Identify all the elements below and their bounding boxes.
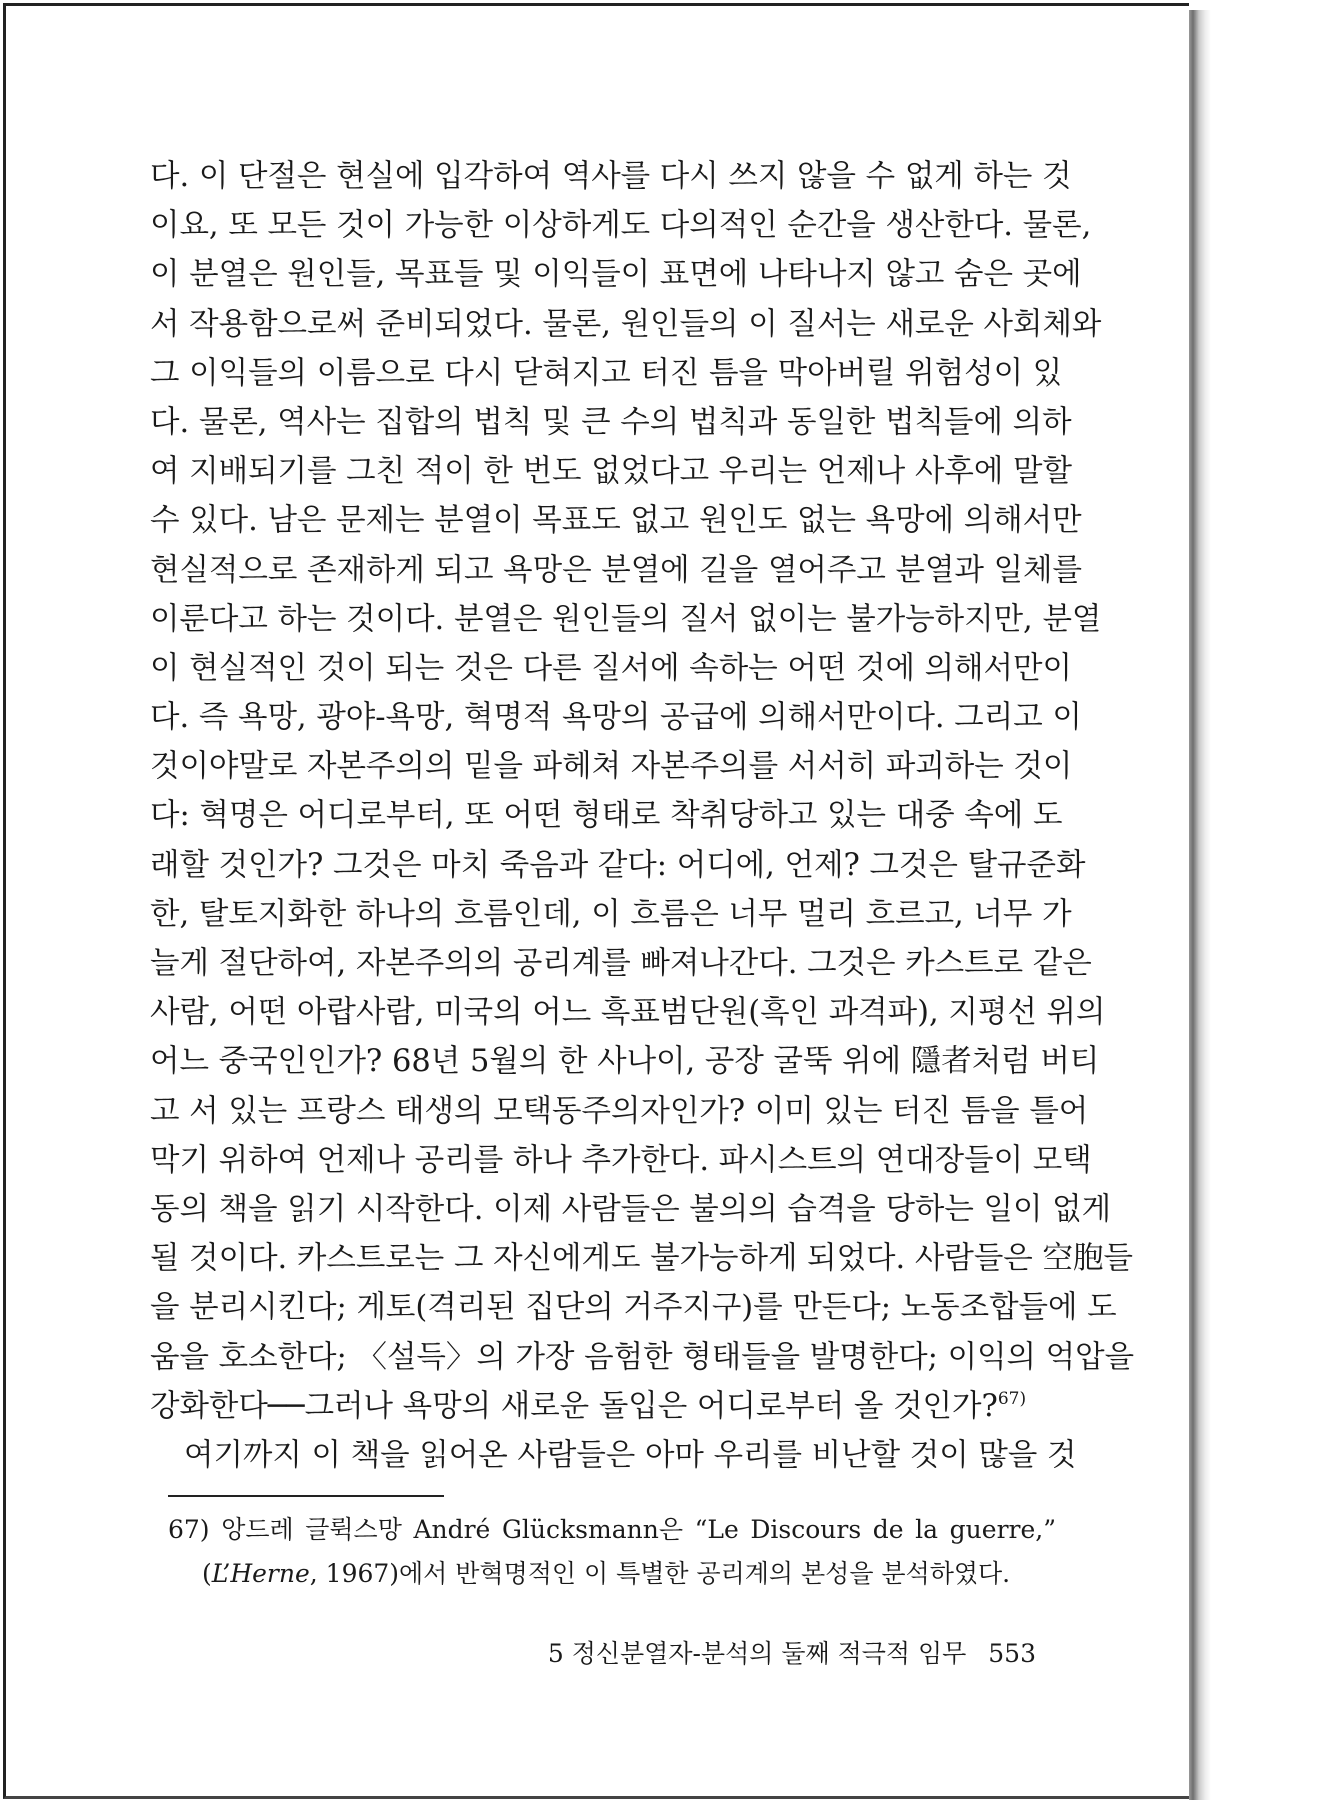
text-line: 동의 책을 읽기 시작한다. 이제 사람들은 불의의 습격을 당하는 일이 없게 <box>150 1191 1112 1227</box>
text-line: 고 서 있는 프랑스 태생의 모택동주의자인가? 이미 있는 터진 틈을 틀어 <box>150 1093 1089 1129</box>
text-line: 이 현실적인 것이 되는 것은 다른 질서에 속하는 어떤 것에 의해서만이 <box>150 650 1072 686</box>
body-text <box>150 152 1135 1480</box>
footnote <box>168 1508 1056 1596</box>
footnote-separator <box>168 1495 444 1497</box>
text-line: 늘게 절단하여, 자본주의의 공리계를 빠져나간다. 그것은 카스트로 같은 <box>150 946 1092 981</box>
text-line: 래할 것인가? 그것은 마치 죽음과 같다: 어디에, 언제? 그것은 탈규준화 <box>150 847 1086 883</box>
text-line: 을 분리시킨다; 게토(격리된 집단의 거주지구)를 만든다; 노동조합들에 도 <box>150 1290 1117 1326</box>
text-line: 어느 중국인인가? 68년 5월의 한 사나이, 공장 굴뚝 위에 隱者처럼 버티 <box>150 1044 1100 1080</box>
footnote-source-title: L’Herne <box>211 1559 310 1588</box>
text-line: 움을 호소한다; 〈설득〉의 가장 음험한 형태들을 발명한다; 이익의 억압을 <box>150 1339 1135 1375</box>
footnote-line <box>168 1508 1056 1552</box>
footnote-line <box>168 1552 1056 1596</box>
footnote-number: 67) <box>168 1515 210 1544</box>
text-line-paragraph-start: 여기까지 이 책을 읽어온 사람들은 아마 우리를 비난할 것이 많을 것 <box>184 1437 1077 1473</box>
running-footer <box>547 1634 1036 1674</box>
text-line: 것이야말로 자본주의의 밑을 파헤쳐 자본주의를 서서히 파괴하는 것이 <box>150 749 1073 785</box>
page-edge-shadow <box>1189 10 1211 1800</box>
text-line: 될 것이다. 카스트로는 그 자신에게도 불가능하게 되었다. 사람들은 空胞들 <box>150 1241 1133 1277</box>
text-line: 현실적으로 존재하게 되고 욕망은 분열에 길을 열어주고 분열과 일체를 <box>150 552 1082 588</box>
footnote-text: 앙드레 글뤽스망 André Glücksmann은 “Le Discours de la guerre,” <box>221 1515 1056 1544</box>
text-line-paragraph-end <box>150 1382 1056 1431</box>
text-line: 그 이익들의 이름으로 다시 닫혀지고 터진 틈을 막아버릴 위험성이 있 <box>150 355 1063 391</box>
text-line: 다: 혁명은 어디로부터, 또 어떤 형태로 착취당하고 있는 대중 속에 도 <box>150 798 1063 834</box>
text-line: 이 분열은 원인들, 목표들 및 이익들이 표면에 나타나지 않고 숨은 곳에 <box>150 257 1082 293</box>
text-line: 다. 즉 욕망, 광야-욕망, 혁명적 욕망의 공급에 의해서만이다. 그리고 이 <box>150 700 1082 736</box>
text-line: 서 작용함으로써 준비되었다. 물론, 원인들의 이 질서는 새로운 사회체와 <box>150 306 1102 342</box>
footnote-paren: ( <box>202 1559 212 1588</box>
footnote-text: , 1967)에서 반혁명적인 이 특별한 공리계의 본성을 분석하였다. <box>309 1559 1011 1588</box>
text-line: 사람, 어떤 아랍사람, 미국의 어느 흑표범단원(흑인 과격파), 지평선 위의 <box>150 995 1106 1031</box>
text-line: 여 지배되기를 그친 적이 한 번도 없었다고 우리는 언제나 사후에 말할 <box>150 454 1072 490</box>
chapter-title: 5 정신분열자-분석의 둘째 적극적 임무 <box>547 1639 967 1668</box>
text-line: 이요, 또 모든 것이 가능한 이상하게도 다의적인 순간을 생산한다. 물론, <box>150 208 1092 244</box>
text-line: 수 있다. 남은 문제는 분열이 목표도 없고 원인도 없는 욕망에 의해서만 <box>150 503 1082 539</box>
footnote-reference: 67) <box>997 1388 1027 1409</box>
text-line: 다. 물론, 역사는 집합의 법칙 및 큰 수의 법칙과 동일한 법칙들에 의하 <box>150 404 1072 440</box>
text-line: 다. 이 단절은 현실에 입각하여 역사를 다시 쓰지 않을 수 없게 하는 것 <box>150 159 1072 194</box>
page-number: 553 <box>988 1639 1036 1668</box>
text-line: 한, 탈토지화한 하나의 흐름인데, 이 흐름은 너무 멀리 흐르고, 너무 가 <box>150 896 1072 932</box>
text-line: 이룬다고 하는 것이다. 분열은 원인들의 질서 없이는 불가능하지만, 분열 <box>150 601 1102 637</box>
text-line-content: 강화한다──그러나 욕망의 새로운 돌입은 어디로부터 올 것인가? <box>150 1388 998 1424</box>
text-line: 막기 위하여 언제나 공리를 하나 추가한다. 파시스트의 연대장들이 모택 <box>150 1142 1092 1178</box>
